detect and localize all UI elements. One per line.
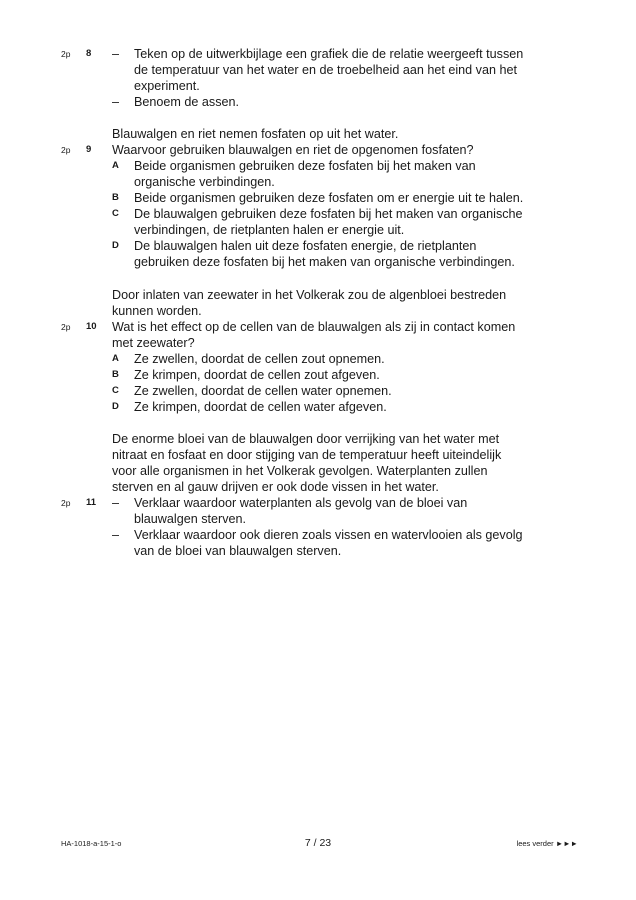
question-number: 8 [86,48,92,59]
text-line: van de bloei van blauwalgen sterven. [134,544,342,558]
option-letter: A [112,353,119,364]
page-number: 7 / 23 [304,837,332,849]
option-text: organische verbindingen. [134,175,275,189]
option-text: De blauwalgen gebruiken deze fosfaten bij het maken van organische [134,207,523,221]
option-letter: B [112,192,119,203]
option-letter: D [112,240,119,251]
option-text: Ze zwellen, doordat de cellen zout opnemen. [134,352,385,366]
option-text: Ze zwellen, doordat de cellen water opnemen. [134,384,392,398]
text-line: Verklaar waardoor waterplanten als gevolg van de bloei van [134,496,468,510]
question-number: 11 [86,497,97,508]
option-letter: A [112,160,119,171]
option-text: De blauwalgen halen uit deze fosfaten energie, de rietplanten [134,239,477,253]
bullet-dash: – [112,528,120,542]
intro-text: kunnen worden. [112,304,202,318]
points-label: 2p [61,322,71,332]
intro-text: nitraat en fosfaat en door stijging van de temperatuur heeft uiteindelijk [112,448,502,462]
text-line: blauwalgen sterven. [134,512,247,526]
question-stem: Waarvoor gebruiken blauwalgen en riet de opgenomen fosfaten? [112,143,474,157]
intro-text: Blauwalgen en riet nemen fosfaten op uit het water. [112,127,399,141]
intro-text: voor alle organismen in het Volkerak gevolgen. Waterplanten zullen [112,464,488,478]
intro-text: De enorme bloei van de blauwalgen door verrijking van het water met [112,432,500,446]
option-letter: C [112,208,119,219]
option-text: Beide organismen gebruiken deze fosfaten om er energie uit te halen. [134,191,524,205]
option-letter: C [112,385,119,396]
bullet-dash: – [112,496,120,510]
option-text: Beide organismen gebruiken deze fosfaten bij het maken van [134,159,476,173]
option-text: Ze krimpen, doordat de cellen water afgeven. [134,400,387,414]
text-line: Benoem de assen. [134,95,240,109]
option-letter: B [112,369,119,380]
intro-text: Door inlaten van zeewater in het Volkerak zou de algenbloei bestreden [112,288,507,302]
points-label: 2p [61,145,71,155]
bullet-dash: – [112,95,120,109]
text-line: Verklaar waardoor ook dieren zoals vissen en watervlooien als gevolg [134,528,523,542]
question-stem: met zeewater? [112,336,195,350]
points-label: 2p [61,49,71,59]
question-number: 9 [86,144,92,155]
text-line: Teken op de uitwerkbijlage een grafiek die de relatie weergeeft tussen [134,47,524,61]
continue-label: lees verder ►►► [516,839,578,848]
bullet-dash: – [112,47,120,61]
exam-code: HA-1018-a-15-1-o [61,839,122,848]
points-label: 2p [61,498,71,508]
option-letter: D [112,401,119,412]
question-stem: Wat is het effect op de cellen van de blauwalgen als zij in contact komen [112,320,516,334]
text-line: experiment. [134,79,200,93]
text-line: de temperatuur van het water en de troebelheid aan het eind van het [134,63,517,77]
option-text: verbindingen, de rietplanten halen er energie uit. [134,223,405,237]
option-text: gebruiken deze fosfaten bij het maken van organische verbindingen. [134,255,515,269]
intro-text: sterven en al gauw drijven er ook dode vissen in het water. [112,480,439,494]
question-number: 10 [86,321,97,332]
option-text: Ze krimpen, doordat de cellen zout afgeven. [134,368,380,382]
